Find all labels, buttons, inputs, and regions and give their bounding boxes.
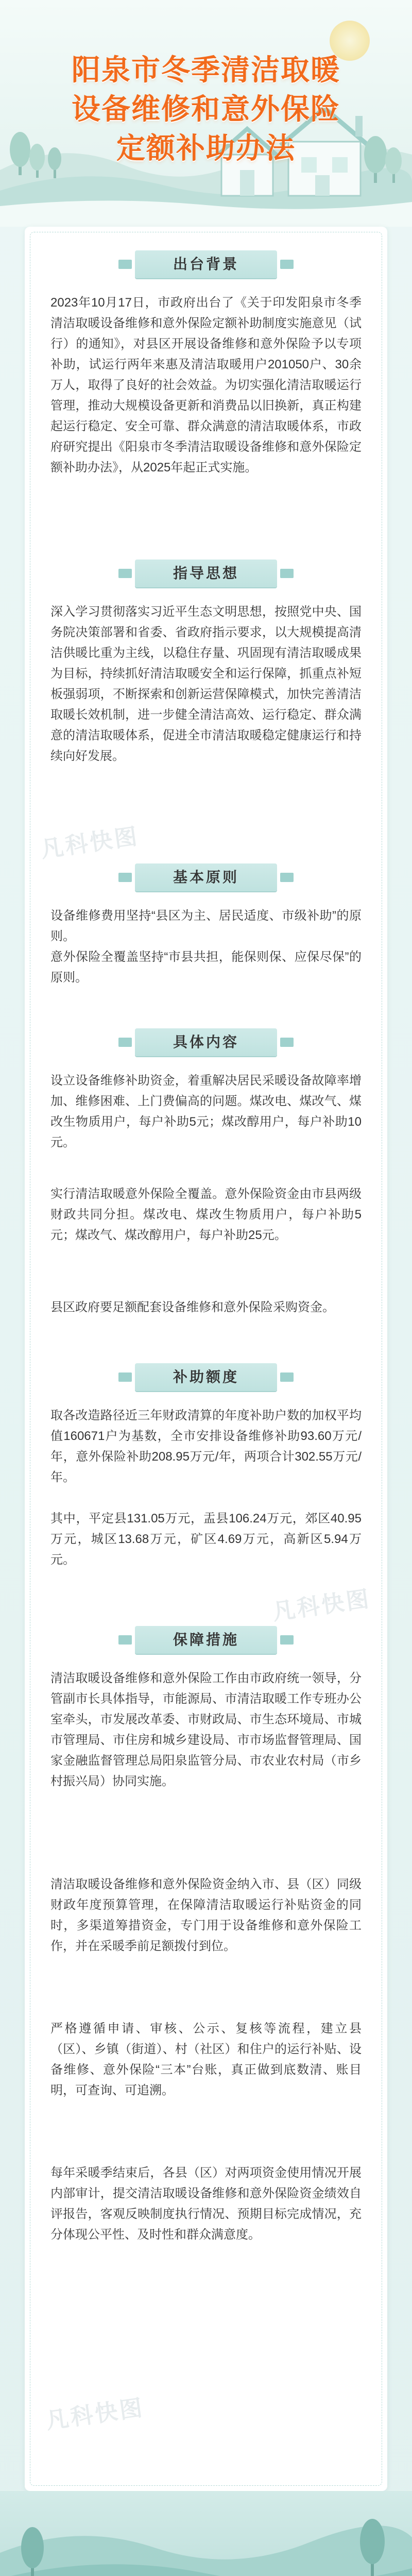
section-title: 出台背景 xyxy=(173,256,239,272)
section-title: 具体内容 xyxy=(173,1034,239,1050)
section-title-bar xyxy=(135,863,277,891)
section-title-bar xyxy=(135,1626,277,1654)
section-paragraph: 其中，平定县131.05万元，盂县106.24万元，郊区40.95万元，城区13.68万元，矿区4.69万元，高新区5.94万元。 xyxy=(50,1512,362,1567)
section-title-bar xyxy=(135,1363,277,1391)
title-line: 阳泉市冬季清洁取暖 xyxy=(72,54,340,86)
footer-hills-illustration xyxy=(0,2491,412,2576)
section-paragraph: 深入学习贯彻落实习近平生态文明思想，按照党中央、国务院决策部署和省委、省政府指示要求，以大规模提高清洁供暖比重为主线，以稳住存量、巩固现有清洁取暖成果为目标，持续抓好清洁取暖安全和运行保障，抓重点补短板强弱项，不断探索和创新运营保障模式，加快完善清洁取暖长效机制，进一步健全清洁高效、运行稳定、群众满意的清洁取暖体系，促进全市清洁取暖稳定健康运行和持续向好发展。 xyxy=(50,605,362,763)
section-paragraph: 清洁取暖设备维修和意外保险工作由市政府统一领导，分管副市长具体指导，市能源局、市清洁取暖工作专班办公室牵头，市发展改革委、市财政局、市生态环境局、市城市管理局、市住房和城乡建设局、市市场监督管理局、国家金融监督管理总局阳泉监管分局、市农业农村局（市乡村振兴局）协同实施。 xyxy=(50,1671,362,1788)
section-header-safeguard-measures xyxy=(25,1618,387,1655)
section-title: 补助额度 xyxy=(173,1369,239,1385)
section-header-subsidy-amount xyxy=(25,1355,387,1392)
section-title-bar xyxy=(135,250,277,278)
section-header-specific-content xyxy=(25,1020,387,1057)
section-header-basic-principles xyxy=(25,855,387,892)
section-paragraph: 设立设备维修补助资金，着重解决居民采暖设备故障率增加、维修困难、上门费偏高的问题。煤改电、煤改气、煤改生物质用户，每户补助5元；煤改醇用户，每户补助10元。 xyxy=(50,1074,362,1149)
section-title: 指导思想 xyxy=(173,565,239,581)
footer-scenery xyxy=(0,2491,412,2576)
header-banner xyxy=(0,0,412,227)
section-title-bar xyxy=(135,1028,277,1056)
section-paragraph: 意外保险全覆盖坚持“市县共担，能保则保、应保尽保”的原则。 xyxy=(50,950,362,985)
page-title xyxy=(36,50,376,168)
section-paragraph: 设备维修费用坚持“县区为主、居民适度、市级补助”的原则。 xyxy=(50,909,362,943)
section-paragraph: 县区政府要足额配套设备维修和意外保险采购资金。 xyxy=(50,1300,335,1314)
section-title: 基本原则 xyxy=(173,869,239,885)
section-paragraph: 2023年10月17日，市政府出台了《关于印发阳泉市冬季清洁取暖设备维修和意外保险定额补助制度实施意见（试行）的通知》，对县区开展设备维修和意外保险予以专项补助，试运行两年来惠及清洁取暖用户201050户、30余万人，取得了良好的社会效益。为切实强化清洁取暖运行管理，推动大规模设备更新和消费品以旧换新，真正构建起运行稳定、安全可靠、群众满意的清洁取暖体系，市政府研究提出《阳泉市冬季清洁取暖设备维修和意外保险定额补助办法》，从2025年起正式实施。 xyxy=(50,296,362,474)
section-title-bar xyxy=(135,560,277,587)
content-card xyxy=(25,227,387,2491)
title-line: 定额补助办法 xyxy=(116,132,296,164)
watermark: 凡科快图 xyxy=(39,823,141,863)
section-header-guiding-ideology xyxy=(25,551,387,588)
section-paragraph: 清洁取暖设备维修和意外保险资金纳入市、县（区）同级财政年度预算管理，在保障清洁取暖运行补贴资金的同时，多渠道筹措资金，专门用于设备维修和意外保险工作，并在采暖季前足额拨付到位。 xyxy=(50,1877,362,1953)
section-paragraph: 每年采暖季结束后，各县（区）对两项资金使用情况开展内部审计，提交清洁取暖设备维修和意外保险资金绩效自评报告，客观反映制度执行情况、预期目标完成情况，充分体现公平性、及时性和群众满意度。 xyxy=(50,2166,362,2242)
section-paragraph: 严格遵循申请、审核、公示、复核等流程，建立县（区）、乡镇（街道）、村（社区）和住户的运行补贴、设备维修、意外保险“三本”台账，真正做到底数清、账目明，可查询、可追溯。 xyxy=(50,2022,362,2097)
section-title: 保障措施 xyxy=(173,1632,239,1648)
watermark: 凡科快图 xyxy=(271,1586,373,1625)
section-paragraph: 取各改造路径近三年财政清算的年度补助户数的加权平均值160671户为基数，全市安排设备维修补助93.60万元/年，意外保险补助208.95万元/年，两项合计302.55万元/年。 xyxy=(50,1409,362,1484)
section-header-background xyxy=(25,242,387,279)
watermark: 凡科快图 xyxy=(44,2395,146,2434)
title-line: 设备维修和意外保险 xyxy=(72,93,340,125)
section-paragraph: 实行清洁取暖意外保险全覆盖。意外保险资金由市县两级财政共同分担。煤改电、煤改生物质用户，每户补助5元；煤改气、煤改醇用户，每户补助25元。 xyxy=(50,1187,362,1242)
